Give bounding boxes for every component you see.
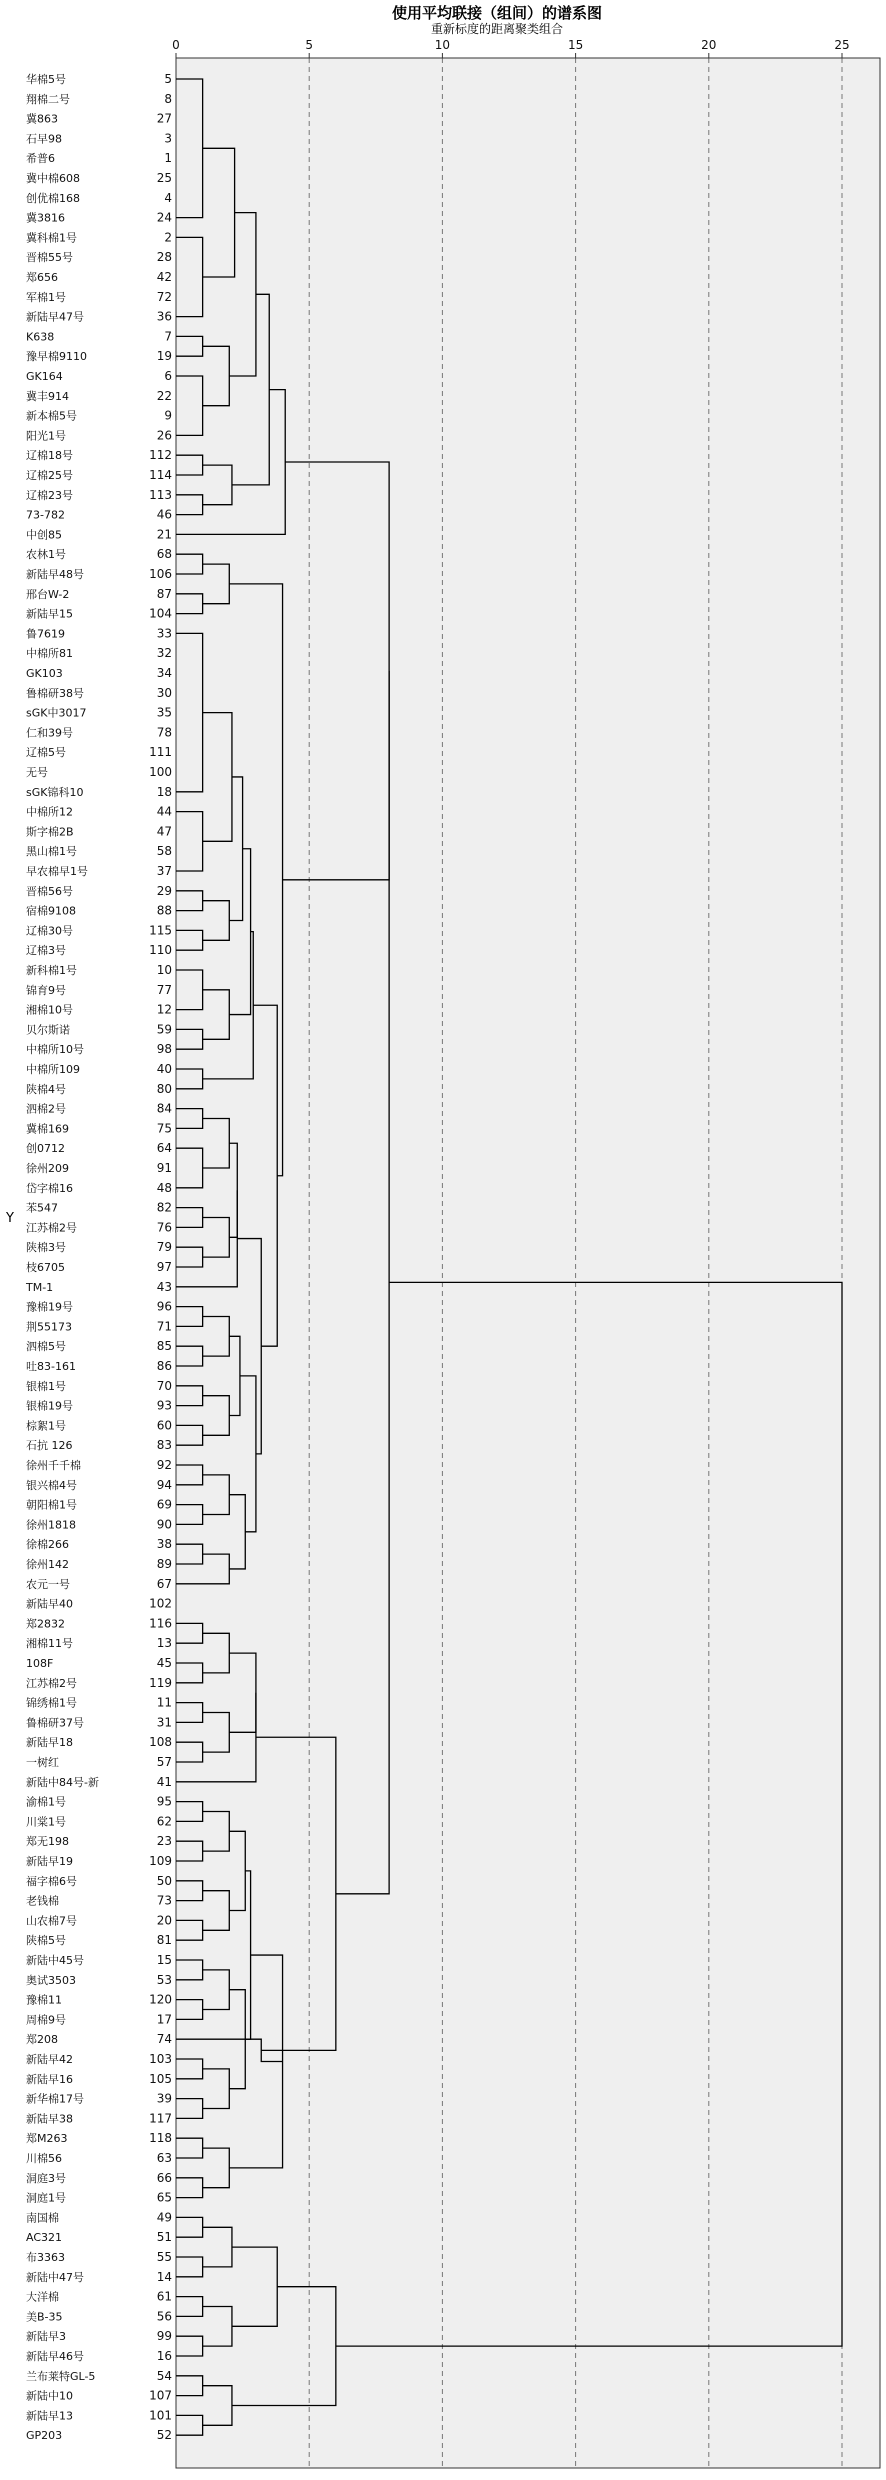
leaf-label: 冀棉169 (26, 1122, 69, 1136)
leaf-label: 江苏棉2号 (26, 1221, 77, 1235)
leaf-label: 周棉9号 (26, 2013, 66, 2027)
leaf-label: 中创85 (26, 528, 62, 542)
leaf-id: 3 (164, 131, 172, 146)
leaf-id: 97 (156, 1260, 172, 1274)
leaf-id: 96 (156, 1299, 172, 1314)
leaf-label: 苯547 (26, 1201, 58, 1215)
leaf-label: 辽棉3号 (26, 944, 66, 958)
leaf-label: 陕棉3号 (26, 1241, 66, 1255)
leaf-id: 78 (156, 725, 172, 740)
leaf-label: sGK锦科10 (26, 785, 84, 799)
leaf-id: 89 (156, 1557, 172, 1571)
leaf-id: 118 (149, 2131, 172, 2146)
leaf-id: 58 (156, 844, 172, 859)
leaf-label: 豫棉11 (26, 1993, 62, 2007)
leaf-id: 113 (149, 487, 172, 502)
leaf-id: 51 (156, 2230, 172, 2245)
leaf-id: 108 (149, 1735, 172, 1750)
leaf-id: 20 (156, 1913, 172, 1928)
leaf-label: 冀丰914 (26, 389, 69, 403)
leaf-id: 14 (156, 2269, 172, 2284)
leaf-id: 105 (149, 2071, 172, 2086)
leaf-label: 翔棉二号 (26, 92, 70, 106)
leaf-id: 86 (156, 1359, 172, 1373)
leaf-id: 43 (156, 1279, 172, 1294)
leaf-label: 宿棉9108 (26, 904, 76, 918)
leaf-label: 新陆中45号 (26, 1954, 84, 1967)
leaf-id: 18 (156, 784, 172, 799)
leaf-label: 锦育9号 (26, 983, 66, 997)
leaf-label: 新陆早46号 (26, 2350, 84, 2363)
leaf-id: 8 (164, 91, 172, 106)
leaf-id: 17 (156, 2012, 172, 2027)
leaf-id: 79 (156, 1240, 172, 1255)
leaf-label: 郑M263 (26, 2132, 68, 2146)
leaf-id: 60 (156, 1418, 172, 1433)
leaf-label: 奥试3503 (26, 1973, 76, 1987)
leaf-label: 新陆中84号-新 (26, 1775, 99, 1789)
leaf-id: 91 (156, 1161, 172, 1175)
leaf-label: 石抗 126 (26, 1439, 73, 1453)
leaf-id: 84 (156, 1101, 172, 1116)
leaf-label: 徐棉266 (26, 1538, 69, 1552)
leaf-id: 111 (149, 745, 172, 760)
leaf-labels (25, 72, 172, 2442)
y-axis-label: Y (6, 1211, 14, 1226)
leaf-label: 冀863 (26, 112, 58, 126)
leaf-id: 65 (156, 2190, 172, 2205)
leaf-id: 54 (156, 2368, 172, 2383)
leaf-label: 泗棉5号 (26, 1340, 66, 1354)
leaf-label: 创优棉168 (26, 191, 80, 205)
leaf-id: 114 (149, 468, 172, 482)
leaf-id: 1 (164, 151, 172, 166)
leaf-id: 45 (156, 1656, 172, 1670)
leaf-label: AC321 (26, 2231, 63, 2245)
leaf-id: 112 (149, 448, 172, 463)
leaf-label: 新陆中10 (26, 2389, 73, 2403)
leaf-label: 荆55173 (26, 1320, 72, 1334)
leaf-label: 冀中棉608 (26, 172, 80, 185)
leaf-id: 63 (156, 2151, 172, 2165)
leaf-id: 81 (156, 1933, 172, 1948)
leaf-id: 101 (149, 2408, 172, 2423)
leaf-label: 福字棉6号 (26, 1874, 77, 1888)
leaf-label: 晋棉56号 (26, 884, 73, 898)
leaf-id: 53 (156, 1972, 172, 1987)
leaf-id: 29 (156, 883, 172, 898)
leaf-label: sGK中3017 (26, 706, 87, 720)
leaf-label: 新陆中47号 (26, 2270, 84, 2284)
leaf-label: 新陆早18 (26, 1736, 73, 1750)
leaf-id: 120 (149, 1992, 172, 2007)
leaf-id: 93 (156, 1398, 172, 1413)
leaf-label: 泗棉2号 (26, 1102, 66, 1116)
leaf-id: 52 (156, 2428, 172, 2443)
leaf-id: 61 (156, 2289, 172, 2304)
leaf-id: 98 (156, 1042, 172, 1057)
leaf-id: 74 (156, 2032, 172, 2047)
leaf-label: 新陆早19 (26, 1855, 73, 1868)
leaf-id: 12 (156, 1002, 172, 1017)
leaf-id: 80 (156, 1081, 172, 1096)
leaf-label: 南国棉 (26, 2211, 59, 2225)
leaf-id: 57 (156, 1755, 172, 1769)
leaf-label: 新陆早47号 (26, 310, 84, 324)
x-tick-label: 10 (434, 38, 451, 52)
leaf-label: 岱字棉16 (26, 1181, 73, 1195)
leaf-label: 棕絮1号 (26, 1419, 66, 1433)
leaf-id: 59 (156, 1022, 172, 1037)
leaf-id: 5 (164, 72, 172, 86)
leaf-id: 21 (156, 527, 172, 542)
leaf-label: 辽棉30号 (26, 924, 73, 938)
leaf-label: 仁和39号 (26, 726, 73, 740)
leaf-label: 郑208 (26, 2033, 58, 2047)
leaf-id: 99 (156, 2329, 172, 2344)
leaf-label: 新陆早13 (26, 2409, 73, 2423)
leaf-label: 豫棉19号 (26, 1300, 73, 1314)
leaf-label: 冀3816 (26, 211, 65, 225)
leaf-label: 陕棉5号 (26, 1934, 66, 1948)
leaf-id: 102 (149, 1596, 172, 1611)
leaf-label: 鲁棉研37号 (26, 1716, 84, 1730)
leaf-label: 兰布莱特GL-5 (26, 2369, 96, 2383)
leaf-label: 洞庭3号 (26, 2171, 66, 2185)
leaf-id: 109 (149, 1854, 172, 1868)
leaf-id: 103 (149, 2052, 172, 2066)
leaf-label: 新陆早48号 (26, 568, 84, 581)
leaf-label: 山农棉7号 (26, 1914, 77, 1928)
chart-title: 使用平均联接（组间）的谱系图 (391, 4, 603, 22)
leaf-id: 55 (156, 2250, 172, 2264)
leaf-id: 68 (156, 547, 172, 562)
leaf-label: 希普6 (26, 152, 55, 166)
leaf-id: 4 (164, 190, 172, 205)
leaf-label: 川棉56 (26, 2152, 62, 2165)
leaf-label: 银棉1号 (26, 1379, 66, 1393)
leaf-id: 107 (149, 2388, 172, 2403)
leaf-label: 湘棉11号 (26, 1637, 73, 1651)
leaf-label: 农林1号 (26, 548, 66, 562)
leaf-label: K638 (26, 330, 55, 344)
leaf-id: 66 (156, 2170, 172, 2185)
leaf-label: 徐州1818 (26, 1518, 76, 1532)
leaf-id: 87 (156, 586, 172, 601)
leaf-label: 邢台W-2 (26, 587, 70, 601)
leaf-id: 9 (164, 408, 172, 423)
leaf-id: 46 (156, 507, 172, 522)
leaf-label: 73-782 (26, 508, 65, 522)
leaf-label: 军棉1号 (26, 290, 66, 304)
leaf-id: 85 (156, 1339, 172, 1354)
x-tick-label: 5 (305, 38, 314, 52)
leaf-label: 辽棉5号 (26, 746, 66, 760)
leaf-label: 吐83-161 (26, 1360, 76, 1373)
leaf-label: 辽棉25号 (26, 469, 73, 482)
leaf-label: 新陆早16 (26, 2072, 73, 2086)
leaf-label: 郑2832 (26, 1617, 65, 1631)
leaf-label: 新陆早38 (26, 2112, 73, 2126)
leaf-label: 豫早棉9110 (26, 350, 87, 364)
leaf-id: 33 (156, 626, 172, 641)
leaf-id: 30 (156, 685, 172, 700)
leaf-id: 76 (156, 1220, 172, 1235)
leaf-id: 16 (156, 2349, 172, 2363)
leaf-label: 新陆早3 (26, 2330, 66, 2344)
leaf-id: 77 (156, 982, 172, 997)
leaf-id: 7 (164, 329, 172, 344)
leaf-id: 44 (156, 804, 172, 819)
x-axis (172, 38, 880, 58)
leaf-id: 71 (156, 1319, 172, 1334)
leaf-id: 116 (149, 1616, 172, 1631)
leaf-label: 徐州142 (26, 1558, 69, 1571)
leaf-id: 115 (149, 923, 172, 938)
leaf-label: 川棠1号 (26, 1815, 66, 1829)
leaf-id: 32 (156, 646, 172, 661)
leaf-id: 100 (149, 765, 172, 779)
leaf-label: 108F (26, 1657, 54, 1670)
leaf-label: 斯字棉2B (26, 825, 74, 839)
leaf-label: GK164 (26, 370, 63, 383)
leaf-id: 15 (156, 1953, 172, 1967)
leaf-label: 新陆早15 (26, 607, 73, 621)
leaf-id: 92 (156, 1458, 172, 1472)
x-tick-label: 15 (567, 38, 584, 52)
leaf-label: 华棉5号 (26, 73, 66, 86)
leaf-id: 34 (156, 666, 172, 680)
leaf-id: 70 (156, 1378, 172, 1393)
leaf-id: 41 (156, 1774, 172, 1789)
leaf-label: 洞庭1号 (26, 2191, 66, 2205)
leaf-id: 56 (156, 2309, 172, 2324)
leaf-label: TM-1 (26, 1280, 54, 1294)
leaf-id: 67 (156, 1576, 172, 1591)
leaf-label: 枝6705 (26, 1261, 65, 1274)
leaf-id: 117 (149, 2111, 172, 2126)
leaf-label: 辽棉18号 (26, 449, 73, 463)
x-tick-label: 20 (701, 38, 717, 52)
leaf-id: 22 (156, 388, 172, 403)
leaf-id: 35 (156, 705, 172, 720)
leaf-id: 94 (156, 1477, 172, 1492)
leaf-label: 布3363 (26, 2251, 65, 2264)
leaf-id: 26 (156, 428, 172, 443)
leaf-id: 119 (149, 1675, 172, 1690)
leaf-id: 2 (164, 230, 172, 245)
leaf-label: 贝尔斯诺 (26, 1023, 70, 1037)
leaf-id: 48 (156, 1180, 172, 1195)
leaf-id: 13 (156, 1636, 172, 1651)
leaf-label: 新陆早40 (26, 1597, 73, 1611)
leaf-id: 69 (156, 1497, 172, 1512)
leaf-label: 新陆早42 (26, 2053, 73, 2066)
leaf-label: 晋棉55号 (26, 251, 73, 265)
leaf-label: 农元一号 (26, 1577, 70, 1591)
leaf-label: 鲁棉研38号 (26, 686, 84, 700)
leaf-label: 新科棉1号 (26, 964, 77, 977)
leaf-id: 23 (156, 1834, 172, 1849)
leaf-label: 银棉19号 (26, 1399, 73, 1413)
leaf-label: 湘棉10号 (26, 1003, 73, 1017)
leaf-label: 渝棉1号 (26, 1795, 66, 1809)
chart-subtitle: 重新标度的距离聚类组合 (430, 22, 564, 36)
leaf-label: 郑无198 (26, 1835, 69, 1849)
leaf-id: 40 (156, 1062, 172, 1076)
leaf-id: 64 (156, 1141, 172, 1156)
leaf-id: 24 (156, 210, 172, 225)
leaf-label: 徐州209 (26, 1162, 69, 1175)
leaf-id: 82 (156, 1200, 172, 1215)
leaf-label: 银兴棉4号 (26, 1478, 77, 1492)
leaf-label: 郑656 (26, 271, 58, 284)
leaf-label: 江苏棉2号 (26, 1676, 77, 1690)
leaf-id: 104 (149, 606, 172, 621)
leaf-id: 11 (156, 1695, 172, 1710)
leaf-id: 39 (156, 2091, 172, 2106)
leaf-label: 无号 (26, 766, 48, 779)
leaf-label: 中棉所10号 (26, 1043, 84, 1057)
x-tick-label: 0 (172, 38, 180, 52)
leaf-id: 47 (156, 824, 172, 839)
x-tick-label: 25 (834, 38, 850, 52)
leaf-label: GK103 (26, 667, 63, 680)
leaf-id: 25 (156, 171, 172, 185)
leaf-label: 中棉所12 (26, 805, 73, 819)
leaf-id: 50 (156, 1873, 172, 1888)
leaf-id: 49 (156, 2210, 172, 2225)
leaf-label: 徐州千千棉 (26, 1459, 81, 1472)
leaf-id: 73 (156, 1893, 172, 1908)
leaf-id: 72 (156, 289, 172, 304)
leaf-id: 106 (149, 567, 172, 581)
leaf-id: 42 (156, 270, 172, 284)
leaf-id: 27 (156, 111, 172, 126)
leaf-id: 31 (156, 1715, 172, 1730)
leaf-label: 新华棉17号 (26, 2092, 84, 2106)
leaf-label: 朝阳棉1号 (26, 1498, 77, 1512)
leaf-id: 95 (156, 1794, 172, 1809)
leaf-label: 陕棉4号 (26, 1082, 66, 1096)
leaf-id: 83 (156, 1438, 172, 1453)
leaf-id: 62 (156, 1814, 172, 1829)
leaf-label: 美B-35 (26, 2310, 63, 2324)
leaf-id: 10 (156, 963, 172, 977)
leaf-label: 阳光1号 (26, 429, 66, 443)
leaf-id: 37 (156, 864, 172, 878)
leaf-label: 新本棉5号 (26, 409, 77, 423)
leaf-id: 110 (149, 943, 172, 958)
leaf-label: 锦绣棉1号 (26, 1696, 77, 1710)
leaf-label: 黑山棉1号 (26, 845, 77, 859)
leaf-label: 鲁7619 (26, 627, 65, 641)
leaf-id: 19 (156, 349, 172, 364)
leaf-label: 冀科棉1号 (26, 231, 77, 245)
leaf-label: 早农棉早1号 (26, 865, 88, 878)
leaf-label: 老钱棉 (26, 1894, 59, 1908)
leaf-label: 大洋棉 (26, 2290, 59, 2304)
leaf-id: 38 (156, 1537, 172, 1552)
leaf-id: 28 (156, 250, 172, 265)
leaf-id: 36 (156, 309, 172, 324)
leaf-label: 中棉所81 (26, 647, 73, 661)
leaf-label: 一树红 (26, 1756, 59, 1769)
leaf-id: 6 (164, 369, 172, 383)
plot-area (176, 58, 880, 2468)
leaf-id: 90 (156, 1517, 172, 1532)
leaf-id: 75 (156, 1121, 172, 1136)
leaf-label: 辽棉23号 (26, 488, 73, 502)
leaf-label: 创0712 (26, 1142, 65, 1156)
leaf-label: 中棉所109 (26, 1063, 80, 1076)
leaf-id: 88 (156, 903, 172, 918)
leaf-label: GP203 (26, 2429, 63, 2443)
leaf-label: 石早98 (26, 132, 62, 146)
